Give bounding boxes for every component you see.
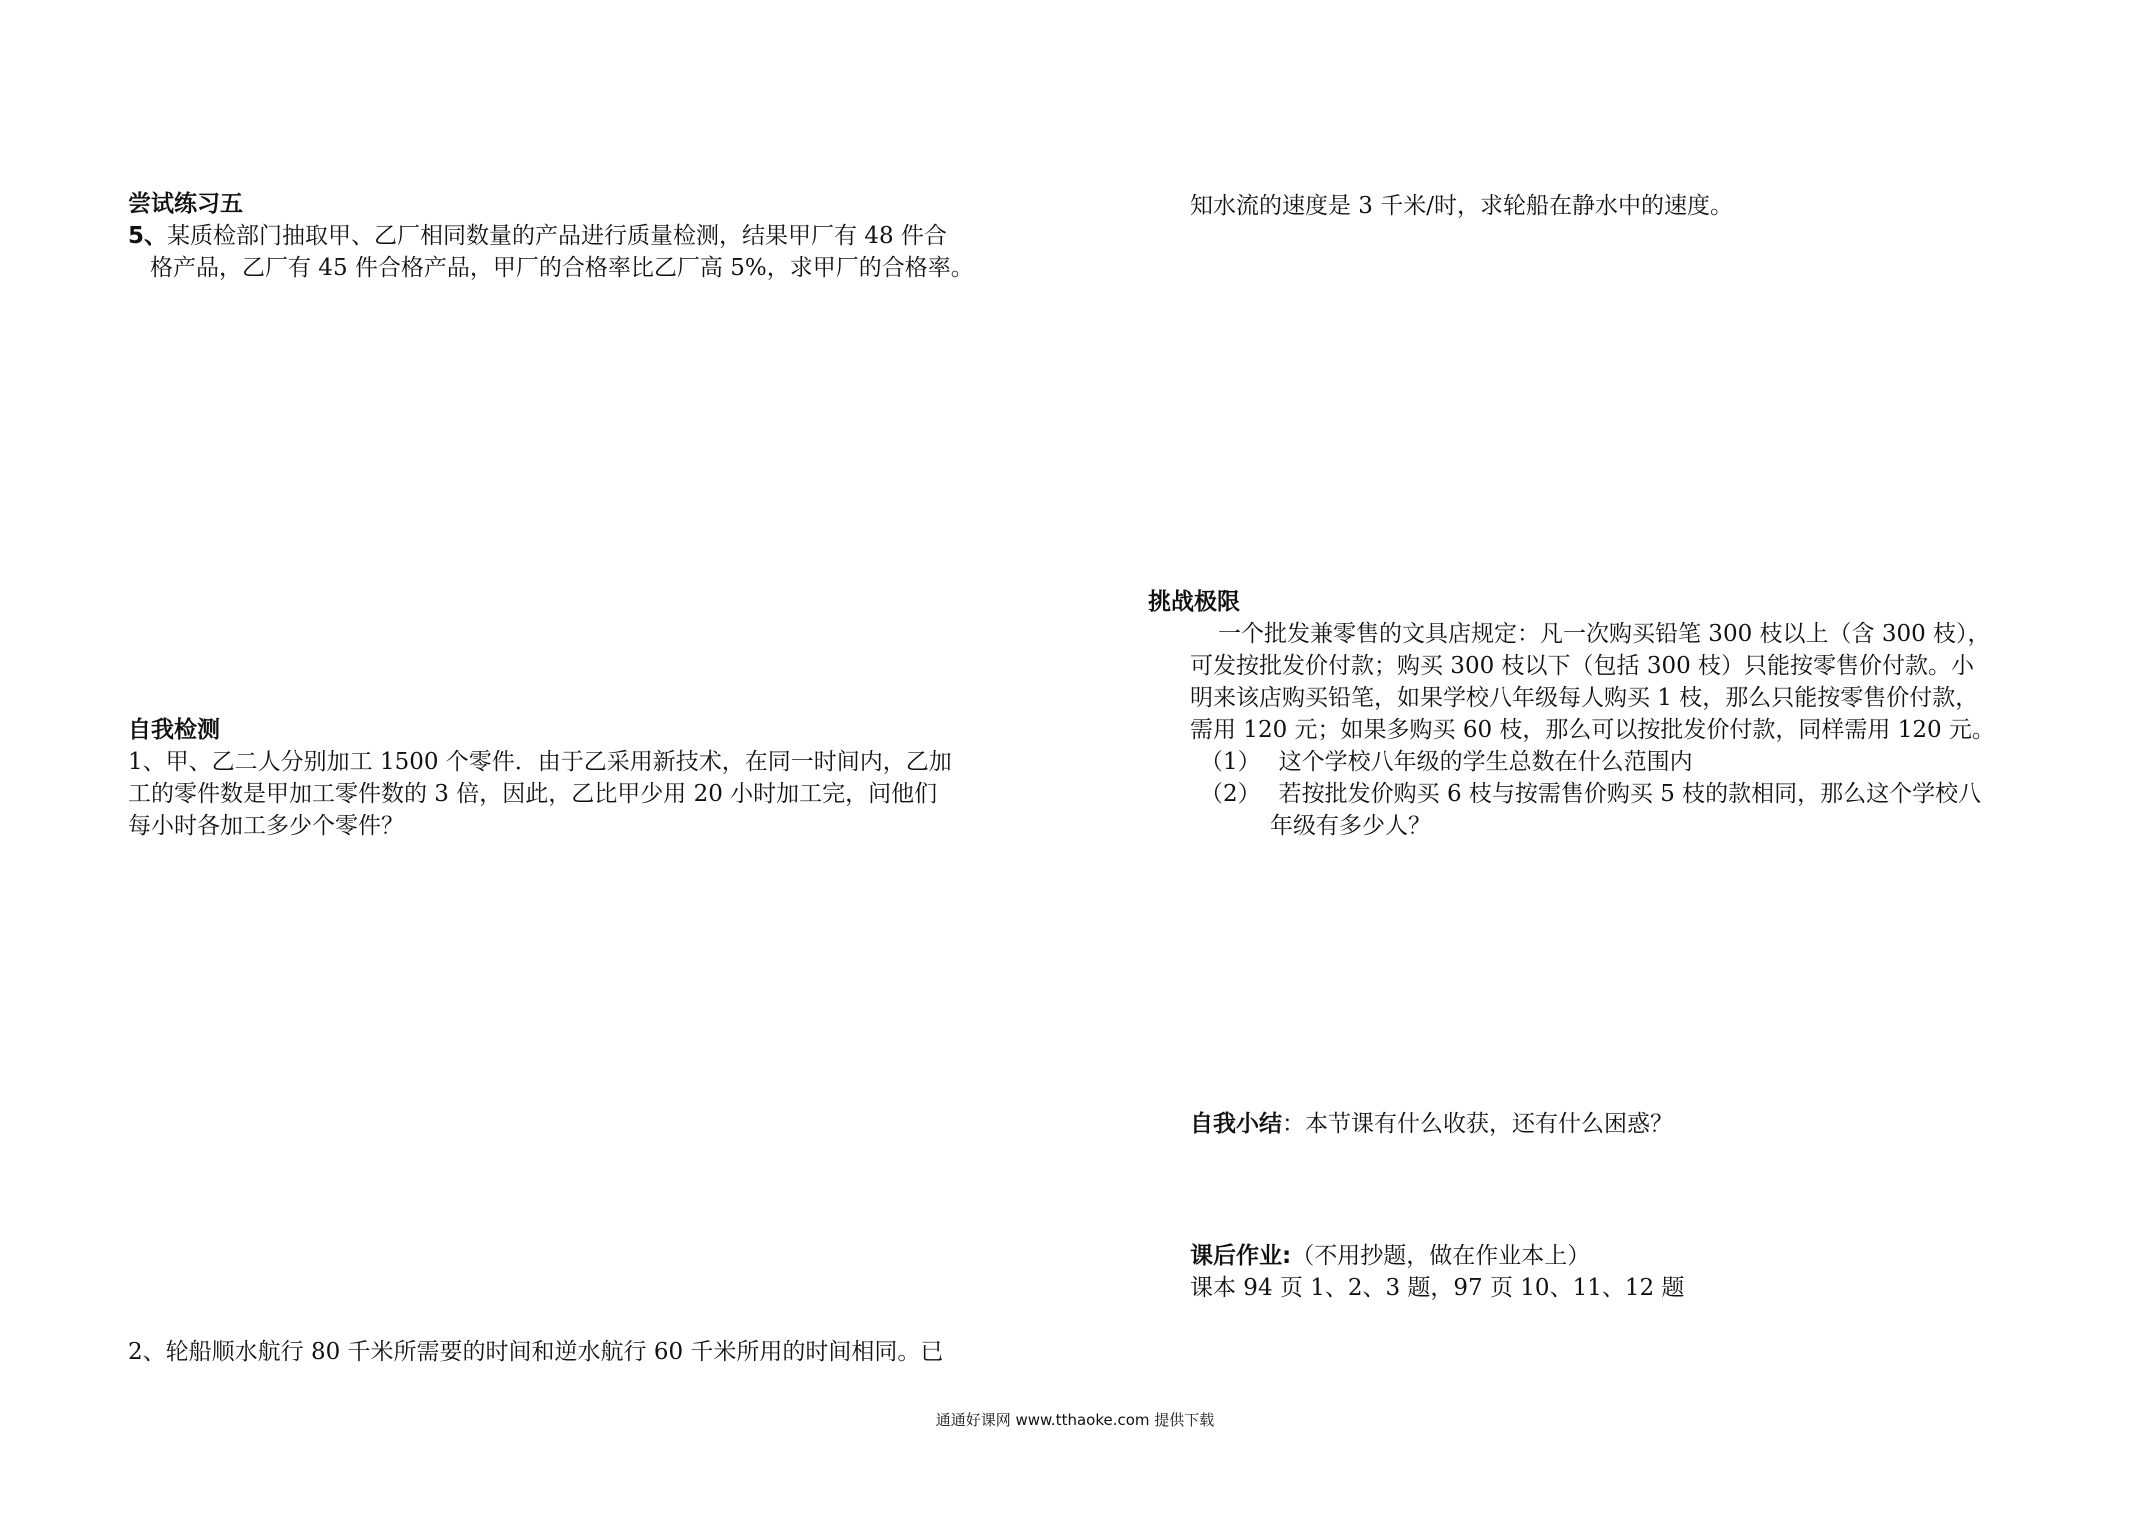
self-check-q2-line-1: 2、轮船顺水航行 80 千米所需要的时间和逆水航行 60 千米所用的时间相同。已 bbox=[128, 1339, 944, 1365]
self-check-q1-line-1: 1、甲、乙二人分别加工 1500 个零件．由于乙采用新技术，在同一时间内，乙加 bbox=[128, 749, 952, 775]
challenge-line-4: 需用 120 元；如果多购买 60 枝，那么可以按批发价付款，同样需用 120 元。 bbox=[1190, 717, 1995, 743]
homework-label: 课后作业: bbox=[1190, 1243, 1292, 1269]
page-footer: 通通好课网 www.tthaoke.com 提供下载 bbox=[935, 1411, 1215, 1429]
question-5-line-2: 格产品，乙厂有 45 件合格产品，甲厂的合格率比乙厂高 5%，求甲厂的合格率。 bbox=[150, 255, 974, 281]
challenge-sub1-text: 这个学校八年级的学生总数在什么范围内 bbox=[1278, 749, 1693, 775]
challenge-sub2-number: （2） bbox=[1200, 781, 1261, 807]
challenge-sub1-number: （1） bbox=[1200, 749, 1261, 775]
section-heading-challenge: 挑战极限 bbox=[1148, 589, 1240, 615]
self-check-question-1 bbox=[128, 746, 952, 842]
challenge-problem bbox=[1190, 618, 1995, 746]
challenge-subquestion-1 bbox=[1200, 746, 1693, 778]
self-check-q1-line-3: 每小时各加工多少个零件？ bbox=[128, 813, 404, 839]
self-check-q1-line-2: 工的零件数是甲加工零件数的 3 倍，因此，乙比甲少用 20 小时加工完，问他们 bbox=[128, 781, 938, 807]
challenge-subquestion-2 bbox=[1200, 778, 1981, 842]
question-5-line-1: 某质检部门抽取甲、乙厂相同数量的产品进行质量检测，结果甲厂有 48 件合 bbox=[167, 223, 947, 249]
self-summary bbox=[1190, 1108, 1673, 1140]
question-5 bbox=[128, 220, 974, 284]
challenge-sub2-line-1: 若按批发价购买 6 枝与按需售价购买 5 枝的款相同，那么这个学校八 bbox=[1278, 781, 1982, 807]
self-summary-text: ：本节课有什么收获，还有什么困惑？ bbox=[1282, 1111, 1673, 1137]
challenge-line-3: 明来该店购买铅笔，如果学校八年级每人购买 1 枝，那么只能按零售价付款， bbox=[1190, 685, 1979, 711]
question-5-number: 5、 bbox=[128, 223, 168, 249]
challenge-sub2-line-2: 年级有多少人？ bbox=[1270, 813, 1431, 839]
challenge-line-1: 一个批发兼零售的文具店规定：凡一次购买铅笔 300 枝以上（含 300 枝）， bbox=[1218, 621, 1991, 647]
self-summary-label: 自我小结 bbox=[1190, 1111, 1282, 1137]
section-heading-self-check: 自我检测 bbox=[128, 717, 220, 743]
homework-note: （不用抄题，做在作业本上） bbox=[1291, 1243, 1591, 1269]
self-check-q2-line-2: 知水流的速度是 3 千米/时，求轮船在静水中的速度。 bbox=[1190, 193, 1734, 219]
challenge-line-2: 可发按批发价付款；购买 300 枝以下（包括 300 枝）只能按零售价付款。小 bbox=[1190, 653, 1975, 679]
section-heading-try-exercise: 尝试练习五 bbox=[128, 191, 243, 217]
homework bbox=[1190, 1240, 1684, 1304]
homework-detail: 课本 94 页 1、2、3 题，97 页 10、11、12 题 bbox=[1190, 1275, 1685, 1301]
